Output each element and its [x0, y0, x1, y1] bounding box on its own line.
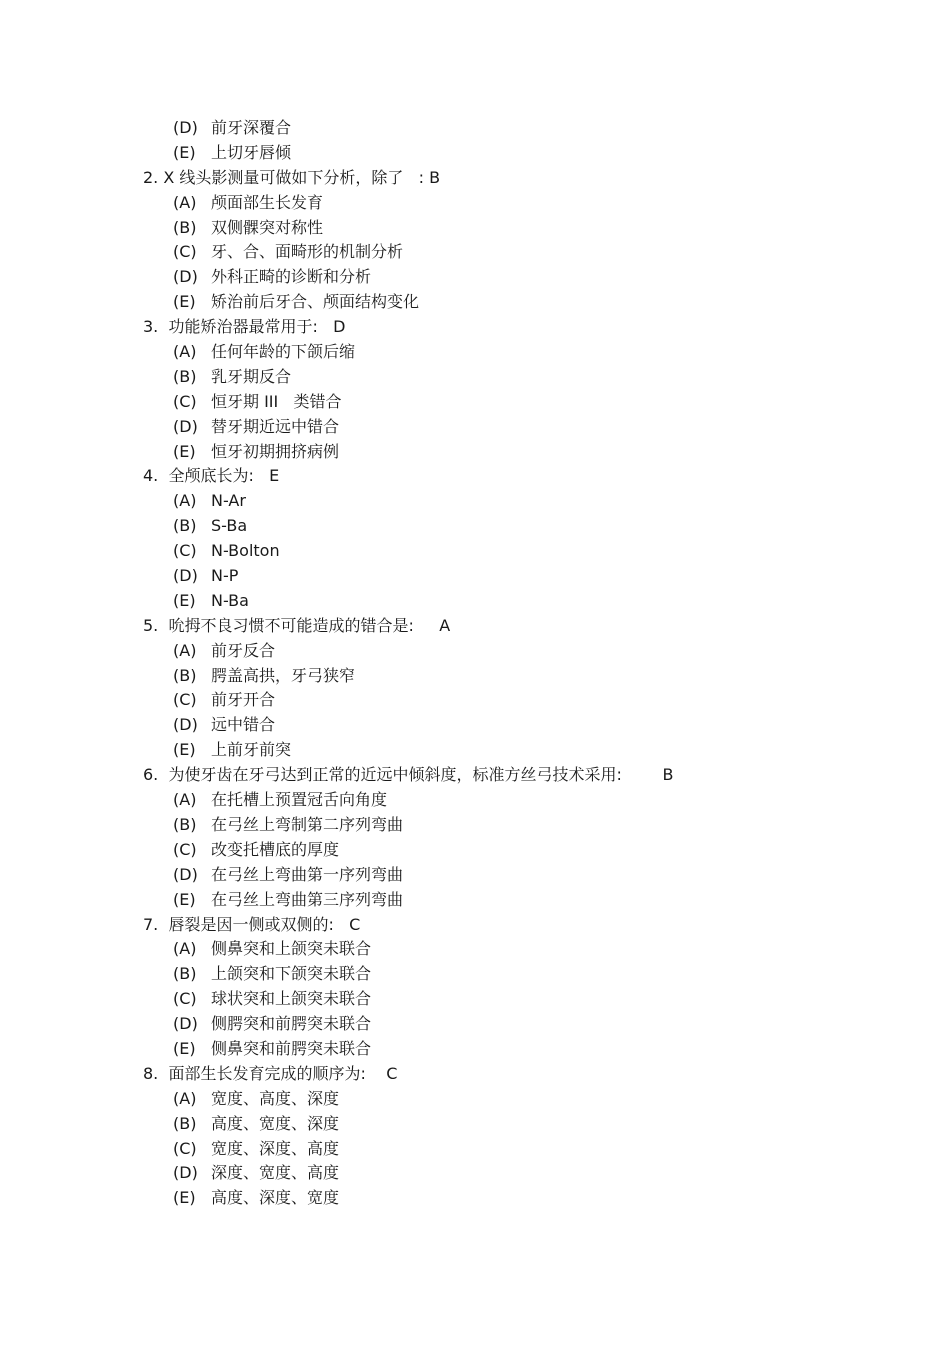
option-line: [0, 888, 950, 913]
option-line: [0, 265, 950, 290]
option-text: 侧鼻突和上颌突未联合: [211, 939, 372, 959]
option-line: [0, 514, 950, 539]
question-answer: B: [662, 765, 674, 785]
option-letter: (B): [173, 665, 197, 685]
option-text: 球状突和上颌突未联合: [211, 989, 372, 1009]
option-letter: (A): [173, 640, 197, 660]
option-letter: (D): [173, 267, 198, 287]
option-letter: (D): [173, 1014, 198, 1034]
option-text: N-Ar: [211, 491, 246, 511]
option-line: [0, 216, 950, 241]
option-letter: (A): [173, 939, 197, 959]
option-line: [0, 987, 950, 1012]
option-letter: (A): [173, 1088, 197, 1108]
option-letter: (B): [173, 964, 197, 984]
option-text: 上颌突和下颌突未联合: [211, 964, 372, 984]
option-text: 宽度、深度、高度: [211, 1138, 340, 1158]
option-letter: (C): [173, 989, 197, 1009]
option-text: 远中错合: [211, 715, 276, 735]
option-line: [0, 141, 950, 166]
option-line: [0, 564, 950, 589]
option-line: [0, 240, 950, 265]
option-letter: (C): [173, 690, 197, 710]
document-page: [0, 116, 950, 1211]
option-line: [0, 863, 950, 888]
question-text: 为使牙齿在牙弓达到正常的近远中倾斜度，标准方丝弓技术采用:: [158, 765, 663, 785]
question-stem: [0, 1062, 950, 1087]
option-text: 上前牙前突: [211, 740, 292, 760]
option-text: 高度、宽度、深度: [211, 1113, 340, 1133]
option-line: [0, 688, 950, 713]
option-letter: (C): [173, 1138, 197, 1158]
option-line: [0, 191, 950, 216]
option-text: 颅面部生长发育: [211, 192, 324, 212]
option-line: [0, 290, 950, 315]
option-text: 前牙深覆合: [211, 118, 292, 137]
option-text: 在托槽上预置冠舌向角度: [211, 790, 388, 810]
option-line: [0, 1186, 950, 1211]
option-text: 腭盖高拱，牙弓狭窄: [211, 665, 356, 685]
option-text: 替牙期近远中错合: [211, 416, 340, 436]
option-letter: (E): [173, 441, 196, 461]
option-line: [0, 440, 950, 465]
option-line: [0, 415, 950, 440]
option-text: 高度、深度、宽度: [211, 1188, 340, 1208]
option-text: 前牙反合: [211, 640, 276, 660]
option-line: [0, 788, 950, 813]
option-line: [0, 365, 950, 390]
option-letter: (A): [173, 491, 197, 511]
question-stem: [0, 315, 950, 340]
option-text: N-Bolton: [211, 541, 280, 561]
question-answer: A: [439, 615, 451, 635]
question-number: 7.: [143, 914, 159, 934]
option-letter: (B): [173, 366, 197, 386]
option-text: 宽度、高度、深度: [211, 1088, 340, 1108]
option-letter: (E): [173, 142, 196, 162]
option-line: [0, 340, 950, 365]
option-line: [0, 664, 950, 689]
option-letter: (E): [173, 292, 196, 312]
question-text: 功能矫治器最常用于:: [158, 317, 334, 337]
option-text: 恒牙初期拥挤病例: [211, 441, 340, 461]
option-letter: (E): [173, 740, 196, 760]
option-letter: (E): [173, 889, 196, 909]
option-line: [0, 1037, 950, 1062]
option-line: [0, 1087, 950, 1112]
option-line: [0, 1012, 950, 1037]
question-stem: [0, 763, 950, 788]
option-letter: (B): [173, 1113, 197, 1133]
option-letter: (D): [173, 864, 198, 884]
question-text: 吮拇不良习惯不可能造成的错合是:: [158, 615, 440, 635]
option-letter: (C): [173, 839, 197, 859]
question-stem: [0, 913, 950, 938]
option-letter: (C): [173, 391, 197, 411]
option-text: 任何年龄的下颌后缩: [211, 342, 356, 362]
question-stem: [0, 166, 950, 191]
option-text: 恒牙期 III 类错合: [211, 391, 342, 411]
option-letter: (D): [173, 416, 198, 436]
option-letter: (E): [173, 590, 196, 610]
option-text: 双侧髁突对称性: [211, 217, 324, 237]
question-number: 6.: [143, 765, 159, 785]
question-number: 8.: [143, 1063, 159, 1083]
question-text: 唇裂是因一侧或双侧的:: [158, 914, 350, 934]
option-line: [0, 738, 950, 763]
option-line: [0, 713, 950, 738]
option-text: 在弓丝上弯曲第三序列弯曲: [211, 889, 404, 909]
question-text: 面部生长发育完成的顺序为:: [158, 1063, 387, 1083]
option-text: 在弓丝上弯曲第一序列弯曲: [211, 864, 404, 884]
option-letter: (B): [173, 516, 197, 536]
option-line: [0, 639, 950, 664]
option-text: 牙、合、面畸形的机制分析: [211, 242, 404, 262]
option-line: [0, 838, 950, 863]
option-text: N-Ba: [211, 590, 249, 610]
question-number: 3.: [143, 317, 159, 337]
option-text: 在弓丝上弯制第二序列弯曲: [211, 814, 404, 834]
option-text: N-P: [211, 566, 239, 586]
option-letter: (E): [173, 1038, 196, 1058]
option-text: 上切牙唇倾: [211, 142, 292, 162]
option-letter: (D): [173, 118, 198, 137]
option-text: 外科正畸的诊断和分析: [211, 267, 372, 287]
question-number: 5.: [143, 615, 159, 635]
option-line: [0, 1137, 950, 1162]
question-stem: [0, 464, 950, 489]
question-answer: E: [269, 466, 280, 486]
option-letter: (A): [173, 192, 197, 212]
option-line: [0, 539, 950, 564]
option-text: 侧鼻突和前腭突未联合: [211, 1038, 372, 1058]
option-letter: (A): [173, 790, 197, 810]
question-answer: D: [333, 317, 346, 337]
option-letter: (D): [173, 566, 198, 586]
option-text: 前牙开合: [211, 690, 276, 710]
option-letter: (A): [173, 342, 197, 362]
option-text: 深度、宽度、高度: [211, 1163, 340, 1183]
question-stem: [0, 614, 950, 639]
option-line: [0, 813, 950, 838]
option-line: [0, 589, 950, 614]
option-letter: (B): [173, 217, 197, 237]
option-line: [0, 962, 950, 987]
option-line: [0, 390, 950, 415]
option-text: 矫治前后牙合、颅面结构变化: [211, 292, 420, 312]
question-answer: C: [349, 914, 361, 934]
option-line: [0, 937, 950, 962]
option-line: [0, 489, 950, 514]
option-line: [0, 116, 950, 141]
question-text: 全颅底长为:: [158, 466, 270, 486]
option-letter: (C): [173, 242, 197, 262]
option-letter: (E): [173, 1188, 196, 1208]
question-number: 2. X: [143, 167, 175, 187]
option-line: [0, 1161, 950, 1186]
option-text: 侧腭突和前腭突未联合: [211, 1014, 372, 1034]
option-letter: (D): [173, 715, 198, 735]
question-text: 线头影测量可做如下分析，除了: [174, 167, 419, 187]
option-line: [0, 1112, 950, 1137]
question-number: 4.: [143, 466, 159, 486]
option-text: 改变托槽底的厚度: [211, 839, 340, 859]
question-answer: C: [386, 1063, 398, 1083]
option-text: S-Ba: [211, 516, 248, 536]
option-letter: (B): [173, 814, 197, 834]
option-letter: (D): [173, 1163, 198, 1183]
question-answer: : B: [418, 167, 441, 187]
option-letter: (C): [173, 541, 197, 561]
option-text: 乳牙期反合: [211, 366, 292, 386]
